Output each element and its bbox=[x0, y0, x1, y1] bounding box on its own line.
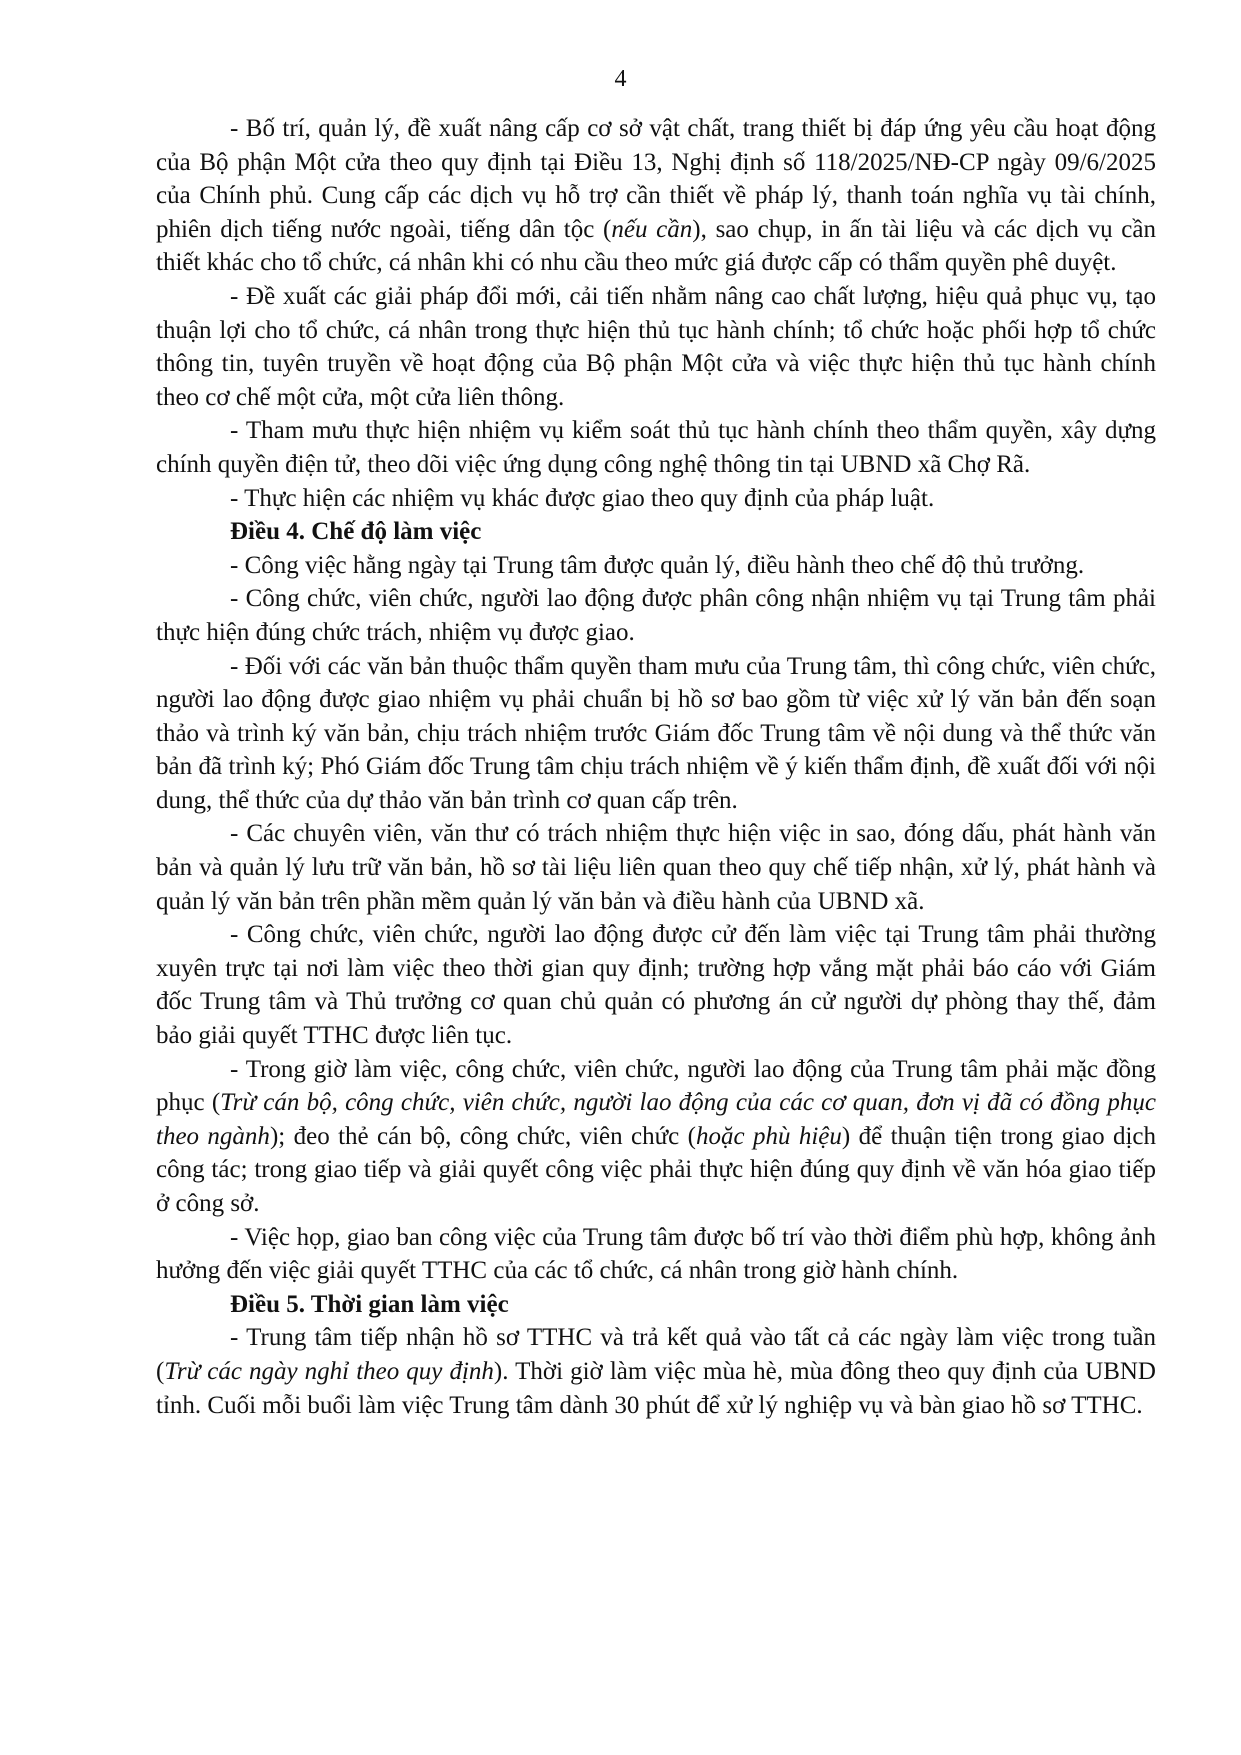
text-run: - Các chuyên viên, văn thư có trách nhiệm thực hiện việc in sao, đóng dấu, phát hành văn bản và quản lý lưu trữ văn bản, hồ sơ tài liệu liên quan theo quy chế tiếp nhận, xử lý, phát hành và quản lý văn bản trên phần mềm quản lý văn bản và điều hành của UBND xã. bbox=[156, 820, 1156, 915]
document-body bbox=[156, 112, 1156, 1422]
page-number: 4 bbox=[614, 66, 627, 92]
text-run: ), sao chụp, in ấn tài liệu và các dịch vụ cần thiết khác cho tổ chức, cá nhân khi có nhu cầu theo mức giá được cấp có thẩm quyền phê duyệt. bbox=[156, 215, 1156, 277]
text-run: - Thực hiện các nhiệm vụ khác được giao theo quy định của pháp luật. bbox=[230, 484, 935, 512]
article-4-paragraph bbox=[156, 1053, 1156, 1221]
text-run: - Công chức, viên chức, người lao động được phân công nhận nhiệm vụ tại Trung tâm phải thực hiện đúng chức trách, nhiệm vụ được giao. bbox=[156, 585, 1156, 646]
text-run: ) để thuận tiện trong giao dịch công tác; trong giao tiếp và giải quyết công việc phải thực hiện đúng quy định về văn hóa giao tiếp ở công sở. bbox=[156, 1122, 1157, 1217]
text-run: - Bố trí, quản lý, đề xuất nâng cấp cơ sở vật chất, trang thiết bị đáp ứng yêu cầu hoạt động của Bộ phận Một cửa theo quy định tại Điều 13, Nghị định số 118/2025/NĐ-CP ngày 09/6/2025 của Chính phủ. Cung cấp các dịch vụ hỗ trợ cần thiết về pháp lý, thanh toán nghĩa vụ tài chính, phiên dịch tiếng nước ngoài, tiếng dân tộc ( bbox=[156, 115, 1156, 243]
italic-run: Trừ cán bộ, công chức, viên chức, người lao động của các cơ quan, đơn vị đã có đồng phục theo ngành bbox=[156, 1089, 1156, 1150]
text-run: ); đeo thẻ cán bộ, công chức, viên chức ( bbox=[269, 1122, 696, 1150]
article-5-paragraph bbox=[156, 1321, 1156, 1422]
italic-run: hoặc phù hiệu bbox=[695, 1122, 842, 1150]
article-4-paragraph bbox=[156, 1221, 1156, 1288]
text-run: - Đối với các văn bản thuộc thẩm quyền tham mưu của Trung tâm, thì công chức, viên chức, người lao động được giao nhiệm vụ phải chuẩn bị hồ sơ bao gồm từ việc xử lý văn bản đến soạn thảo và trình ký văn bản, chịu trách nhiệm trước Giám đốc Trung tâm về nội dung và thể thức văn bản đã trình ký; Phó Giám đốc Trung tâm chịu trách nhiệm về ý kiến thẩm định, đề xuất đối với nội dung, thể thức của dự thảo văn bản trình cơ quan cấp trên. bbox=[156, 652, 1156, 814]
paragraph-other-duties bbox=[156, 482, 1156, 516]
italic-run: nếu cần bbox=[611, 215, 693, 243]
article-4-heading: Điều 4. Chế độ làm việc bbox=[230, 518, 482, 546]
paragraph-innovation bbox=[156, 280, 1156, 414]
article-4-paragraph bbox=[156, 582, 1156, 649]
italic-run: Trừ các ngày nghỉ theo quy định bbox=[164, 1357, 494, 1385]
article-4-paragraph bbox=[156, 650, 1156, 818]
text-run: - Đề xuất các giải pháp đổi mới, cải tiến nhằm nâng cao chất lượng, hiệu quả phục vụ, tạo thuận lợi cho tổ chức, cá nhân trong thực hiện thủ tục hành chính; tổ chức hoặc phối hợp tổ chức thông tin, tuyên truyền về hoạt động của Bộ phận Một cửa và việc thực hiện thủ tục hành chính theo cơ chế một cửa, một cửa liên thông. bbox=[156, 282, 1156, 411]
text-run: - Tham mưu thực hiện nhiệm vụ kiểm soát thủ tục hành chính theo thẩm quyền, xây dựng chính quyền điện tử, theo dõi việc ứng dụng công nghệ thông tin tại UBND xã Chợ Rã. bbox=[156, 417, 1156, 478]
text-run: ). Thời giờ làm việc mùa hè, mùa đông theo quy định của UBND tỉnh. Cuối mỗi buổi làm việc Trung tâm dành 30 phút để xử lý nghiệp vụ và bàn giao hồ sơ TTHC. bbox=[156, 1357, 1156, 1419]
text-run: - Trung tâm tiếp nhận hồ sơ TTHC và trả kết quả vào tất cả các ngày làm việc trong tuần ( bbox=[156, 1324, 1156, 1385]
article-4-paragraph bbox=[156, 549, 1156, 583]
article-4-paragraph bbox=[156, 817, 1156, 918]
article-5-heading: Điều 5. Thời gian làm việc bbox=[230, 1290, 509, 1318]
text-run: - Công việc hằng ngày tại Trung tâm được quản lý, điều hành theo chế độ thủ trưởng. bbox=[230, 551, 1085, 579]
text-run: - Việc họp, giao ban công việc của Trung tâm được bố trí vào thời điểm phù hợp, không ảnh hưởng đến việc giải quyết TTHC của các tổ chức, cá nhân trong giờ hành chính. bbox=[156, 1223, 1156, 1285]
paragraph-advisory bbox=[156, 414, 1156, 481]
paragraph-facilities bbox=[156, 112, 1156, 280]
text-run: - Trong giờ làm việc, công chức, viên chức, người lao động của Trung tâm phải mặc đồng phục ( bbox=[156, 1055, 1156, 1117]
article-4-paragraph bbox=[156, 918, 1156, 1052]
text-run: - Công chức, viên chức, người lao động được cử đến làm việc tại Trung tâm phải thường xuyên trực tại nơi làm việc theo thời gian quy định; trường hợp vắng mặt phải báo cáo với Giám đốc Trung tâm và Thủ trưởng cơ quan chủ quản có phương án cử người dự phòng thay thế, đảm bảo giải quyết TTHC được liên tục. bbox=[156, 921, 1156, 1050]
